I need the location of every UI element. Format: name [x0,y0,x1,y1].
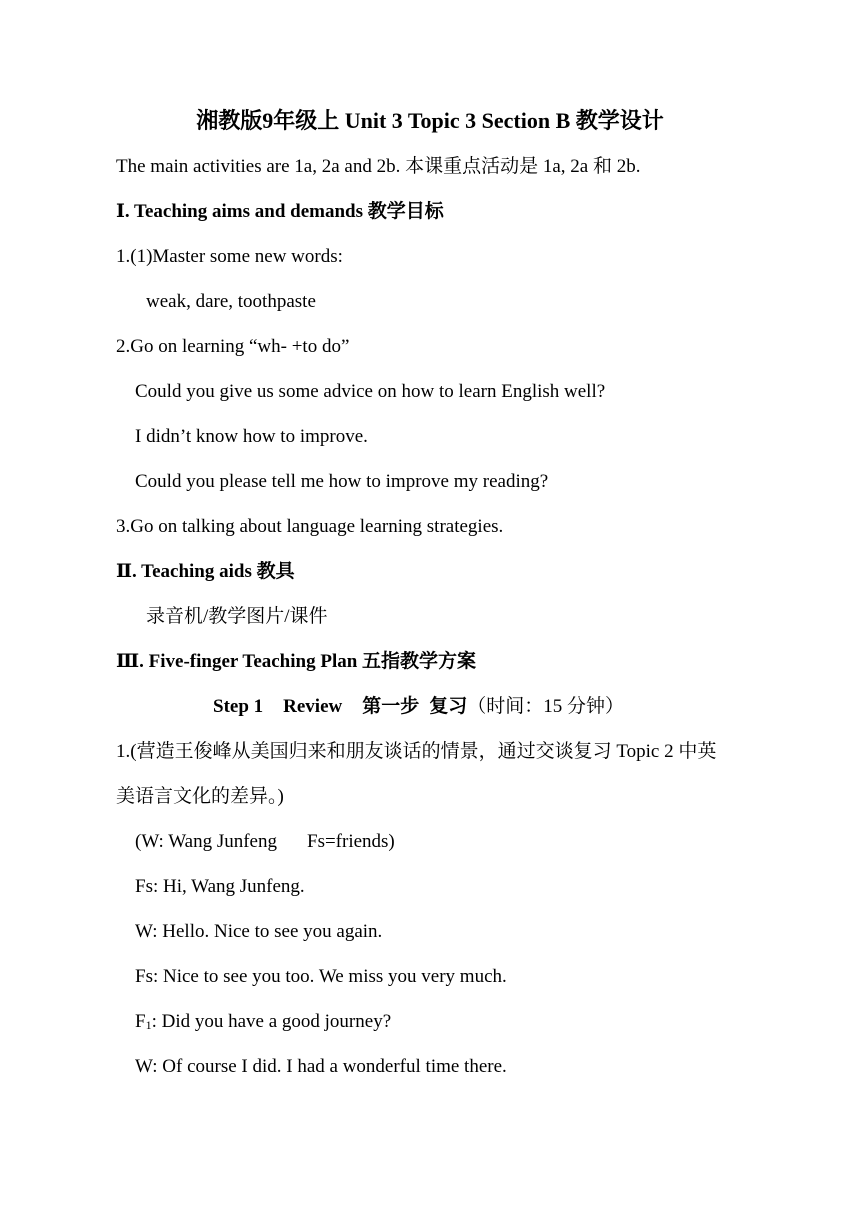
step1-name: Review [283,696,343,717]
dialogue-speaker: F [135,1011,146,1032]
roles-w: (W: Wang Junfeng [135,831,277,852]
dialogue-line [135,917,860,947]
step1-cn: 第一步 [362,696,420,717]
document-title: 湘教版9年级上 Unit 3 Topic 3 Section B 教学设计 [196,108,664,133]
dialogue-line [135,1052,860,1082]
teaching-aids-content: 录音机/教学图片/课件 [146,606,328,627]
dialogue-speaker: W: [135,921,158,942]
dialogue-speaker-subscript: 1 [145,1018,152,1032]
aim-example-2: I didn’t know how to improve. [135,426,368,447]
dialogue-line [135,962,860,992]
step1-time: （时间：15 分钟） [467,696,625,717]
step1-note-line2: 美语言文化的差异。) [116,786,284,807]
step1-cn2: 复习 [429,696,468,717]
dialogue-speaker: W: [135,1056,158,1077]
dialogue-text: Hello. Nice to see you again. [157,921,383,942]
dialogue-line [135,1007,860,1037]
intro-line: The main activities are 1a, 2a and 2b. 本课重点活动是 1a, 2a 和 2b. [116,156,641,177]
dialogue-text: Of course I did. I had a wonderful time there. [157,1056,507,1077]
dialogue-text: : Did you have a good journey? [151,1011,392,1032]
aim-example-1: Could you give us some advice on how to learn English well? [135,381,606,402]
aim-item-3: 3.Go on talking about language learning strategies. [116,516,504,537]
section1-heading: Ⅰ. Teaching aims and demands 教学目标 [116,201,444,222]
dialogue-speaker: Fs: [135,966,159,987]
roles-line [135,827,860,857]
dialogue-text: Hi, Wang Junfeng. [158,876,305,897]
dialogue-line [135,872,860,902]
section3-heading: Ⅲ. Five-finger Teaching Plan 五指教学方案 [116,651,477,672]
dialogue-text: Nice to see you too. We miss you very much. [158,966,507,987]
step1-label: Step 1 [213,696,264,717]
step1-note-line1: 1.(营造王俊峰从美国归来和朋友谈话的情景，通过交谈复习 Topic 2 中英 [116,741,717,762]
section2-heading: Ⅱ. Teaching aids 教具 [116,561,295,582]
aim-item-1: 1.(1)Master some new words: [116,246,343,267]
aim-item-1-words: weak, dare, toothpaste [146,291,316,312]
dialogue-speaker: Fs: [135,876,159,897]
step1-heading [213,692,860,722]
aim-example-3: Could you please tell me how to improve my reading? [135,471,549,492]
aim-item-2: 2.Go on learning “wh- +to do” [116,336,350,357]
roles-fs: Fs=friends) [307,831,395,852]
